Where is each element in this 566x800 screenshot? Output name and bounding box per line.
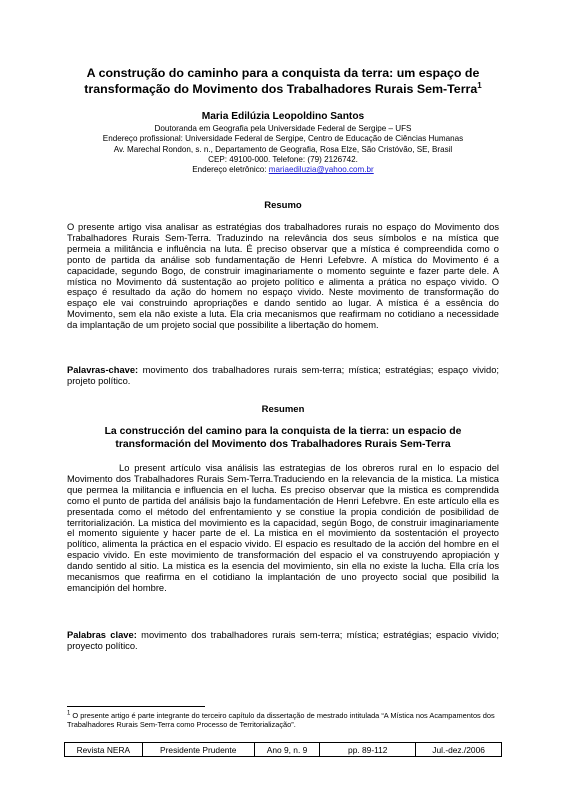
resumen-keywords bbox=[67, 630, 499, 652]
affiliation-line-2: Endereço profissional: Universidade Federal de Sergipe, Centro de Educação de Ciências Humanas bbox=[102, 134, 464, 144]
email-label: Endereço eletrônico: bbox=[192, 165, 269, 175]
journal-city: Presidente Prudente bbox=[142, 743, 254, 757]
affiliation-line-3: Av. Marechal Rondon, s. n., Departamento de Geografia, Rosa Elze, São Cristóvão, SE, Brasil bbox=[113, 144, 453, 154]
resumen-keywords-text: movimento dos trabalhadores rurais sem-terra; mística; estratégias; espacio vivido; proyecto político. bbox=[67, 630, 499, 651]
resumo-keywords bbox=[67, 365, 499, 387]
footnote-mark: 1 bbox=[67, 710, 71, 717]
journal-pages: pp. 89-112 bbox=[320, 743, 416, 757]
email-link[interactable]: mariaediluzia@yahoo.com.br bbox=[268, 165, 374, 175]
title-line-2 bbox=[40, 82, 526, 98]
resumo-keywords-label: Palavras-chave: bbox=[67, 365, 139, 375]
journal-footer-row bbox=[65, 743, 502, 757]
journal-date: Jul.-dez./2006 bbox=[416, 743, 502, 757]
footnote-text: O presente artigo é parte integrante do terceiro capítulo da dissertação de mestrado intitulada “A Mística nos Acampamentos dos Trabalhadores Rurais Sem-Terra como Processo de Territorialização”. bbox=[67, 711, 495, 730]
affiliation-line-1: Doutoranda em Geografia pela Universidade Federal de Sergipe – UFS bbox=[154, 124, 412, 133]
title-line-1: A construção do caminho para a conquista da terra: um espaço de bbox=[86, 66, 480, 80]
resumen-keywords-label: Palabras clave: bbox=[67, 630, 137, 640]
resumen-title-line-1: La construcción del camino para la conquista de la tierra: un espacio de bbox=[104, 426, 462, 437]
affiliation-email-line bbox=[40, 165, 526, 175]
journal-footer-table bbox=[64, 742, 502, 757]
resumo-body: O presente artigo visa analisar as estratégias dos trabalhadores rurais no espaço do Movimento dos Trabalhadores Rurais Sem-Terra. Traduzindo na relevância dos seus símbolos e na mística que permeia a militância e influência na luta. É preciso observar que a mística é compreendida como o ponto de partida da análise sob fundamentação de Henri Lefebvre. A mística do Movimento é a capacidade, segundo Bogo, de construir imaginariamente o momento seguinte e fazer parte dele. A mística no Movimento dá sustentação ao projeto político e alimenta a prática no espaço vivido. O espaço é resultado da ação do homem no espaço vivido. Neste movimento de transformação do espaço ele vai construindo apropriações e dando sentido ao lugar. A mística é a essência do Movimento, sem ela não existe a luta. Ela cria mecanismos que reafirmam no cotidiano a necessidade da implantação de um projeto social que possibilite a libertação do homem. bbox=[67, 222, 499, 331]
resumo-keywords-text: movimento dos trabalhadores rurais sem-terra; mística; estratégias; espaço vivido; projeto político. bbox=[67, 365, 499, 386]
resumo-heading: Resumo bbox=[264, 200, 302, 211]
article-title bbox=[40, 66, 526, 97]
author-affiliation bbox=[40, 124, 526, 175]
journal-name: Revista NERA bbox=[65, 743, 143, 757]
footnote bbox=[67, 711, 499, 730]
resumen-title bbox=[40, 425, 526, 451]
journal-volume: Ano 9, n. 9 bbox=[254, 743, 320, 757]
author-name: Maria Edilúzia Leopoldino Santos bbox=[201, 111, 365, 122]
resumen-heading: Resumen bbox=[261, 404, 305, 415]
title-footnote-mark[interactable]: 1 bbox=[477, 80, 482, 90]
title-line-2-text: transformação do Movimento dos Trabalhadores Rurais Sem-Terra bbox=[84, 81, 478, 96]
affiliation-line-4: CEP: 49100-000. Telefone: (79) 2126742. bbox=[208, 154, 358, 164]
footnote-divider bbox=[67, 706, 205, 707]
resumen-title-line-2: transformación del Movimento dos Trabalhadores Rurais Sem-Terra bbox=[115, 439, 451, 451]
resumen-body: Lo present artículo visa análisis las estrategias de los obreros rural en lo espacio del Movimento dos Trabalhadores Rurais Sem-Terra.Traduciendo en la relevancia de la mistica. La mistica que permea la militancia e influencia en el lucha. Es preciso observar que la mistica es comprendida como el punto de partida del análisis bajo la fundamentación de Henri Lefebvre. En este artículo ella es presentada como el método del enfrentamiento y se constiue la propia condición de posibilidad de territorialización. La mistica del movimiento es la capacidad, según Bogo, de construir imaginariamente el momento siguiente y hacer parte de el. La mistica en el movimiento da sostentación el proyecto político, alimenta la práctica en el espacio vivido. El espacio es resultado de la acción del hombre en el espacio vivido. En este movimiento de transformación del espacio el va construyendo apropiación y dando sentido al sitio. La mistica es la esencia del movimiento, sin ella no existe la lucha. Ella cría los mecanismos que reafirma en el cotidiano la implantación de uno proyecto social que posibilid la emancipión del hombre. bbox=[67, 463, 499, 593]
